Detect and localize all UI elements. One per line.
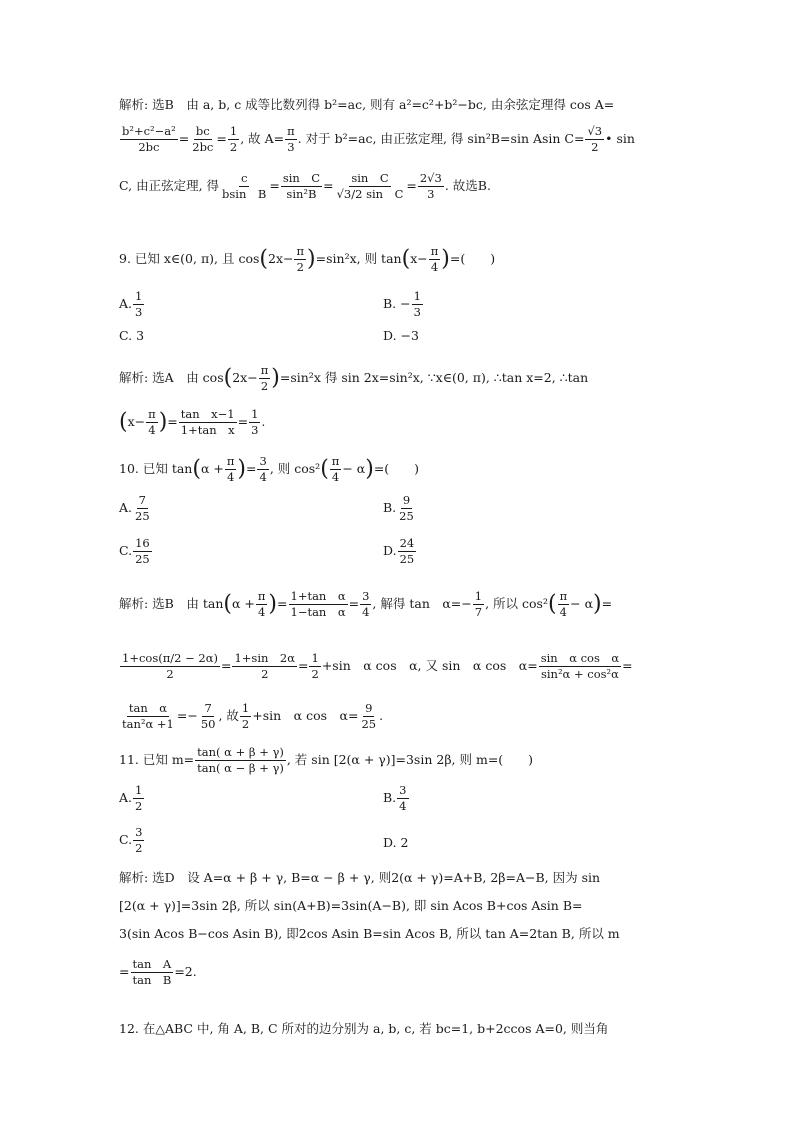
fraction: $\frac{\pi}{3}$ (287, 124, 295, 154)
sol10-line1: 解析: 选B 由 tan(α + $\frac{\pi}{4}$ )= $\frac{\text{1+tan α}}{\text{1−tan α}}$ = $\frac{3}{4}$ , 解得 tan α=− $\frac{1}{7}$ , 所以 cos²( $\frac{\pi}{4}$ − α)= (119, 589, 613, 619)
fraction: $\frac{1}{2}$ (241, 701, 250, 731)
fraction: $\frac{9}{25}$ (361, 701, 377, 731)
q10-option-d[interactable]: D. $\frac{24}{25}$ (383, 536, 415, 566)
q11-option-d[interactable]: D. 2 (383, 835, 409, 850)
q9-option-c[interactable]: C. 3 (119, 328, 145, 343)
sol8-text: 解析: 选B 由 a, b, c 成等比数列得 b²=ac, 则有 a²=c²+b²−bc, 由余弦定理得 cos A= (119, 97, 615, 112)
fraction: $\frac{\text{sin C}}{\text{√3/2 sin C}}$ (336, 171, 404, 201)
sol10-line3: $\frac{\text{tan α}}{\text{tan²α +1}}$ =− $\frac{7}{50}$ , 故 $\frac{1}{2}$ +sin α cos α= $\frac{9}{25}$ . (122, 701, 384, 731)
fraction: $\frac{1}{2}$ (311, 651, 319, 681)
q10-option-c[interactable]: C. $\frac{16}{25}$ (119, 536, 150, 566)
sol11-line1: 解析: 选D 设 A=α + β + γ, B=α − β + γ, 则2(α + γ)=A+B, 2β=A−B, 因为 sin (119, 870, 601, 885)
question-12: 12. 在△ABC 中, 角 A, B, C 所对的边分别为 a, b, c, 若 bc=1, b+2ccos A=0, 则当角 (119, 1021, 609, 1036)
q9-option-a[interactable]: A. $\frac{1}{3}$ (119, 289, 143, 319)
sol11-line4: = $\frac{\text{tan A}}{\text{tan B}}$ =2. (119, 957, 197, 987)
fraction: $\frac{7}{50}$ (200, 701, 216, 731)
fraction: $\frac{1}{7}$ (474, 589, 483, 619)
fraction: $\frac{\pi}{2}$ (296, 244, 305, 274)
sol8-line1 (119, 96, 679, 114)
question-10: 10. 已知 tan(α + $\frac{\pi}{4}$ )= $\frac{3}{4}$ , 则 cos²( $\frac{\pi}{4}$ − α)=( ) (119, 454, 420, 484)
fraction: $\frac{\pi}{4}$ (257, 589, 266, 619)
question-11: 11. 已知 m= $\frac{\tan( \alpha + \beta + \gamma)}{\tan( \alpha - \beta + \gamma)}$ , 若 sin [2(α + γ)]=3sin 2β, 则 m=( ) (119, 745, 534, 775)
fraction: $\frac{1}{3}$ (251, 407, 259, 437)
sol9-line1: 解析: 选A 由 cos(2x− $\frac{\pi}{2}$ )=sin²x 得 sin 2x=sin²x, ∵x∈(0, π), ∴tan x=2, ∴tan (119, 363, 589, 393)
fraction: $\frac{1+\sin 2\alpha}{2}$ (234, 651, 295, 681)
sol9-line2: (x− $\frac{\pi}{4}$ )= $\frac{\text{tan x−1}}{\text{1+tan x}}$ = $\frac{1}{3}$ . (119, 407, 266, 437)
q9-option-d[interactable]: D. −3 (383, 328, 419, 343)
q11-option-c[interactable]: C. $\frac{3}{2}$ (119, 825, 143, 855)
fraction: $\frac{\pi}{4}$ (331, 454, 340, 484)
q10-option-a[interactable]: A. $\frac{7}{25}$ (119, 493, 150, 523)
fraction: $\frac{\text{1+tan α}}{\text{1−tan α}}$ (290, 589, 346, 619)
fraction: $\frac{2√3}{3}$ (419, 171, 442, 201)
sol8-line3: C, 由正弦定理, 得 $\frac{c}{\text{bsin B}}$ = $\frac{\text{sin C}}{\text{sin²B}}$ = $\frac{\text{sin C}}{\text{√3/2 sin C}}$ = $\frac{2√3}{3}$ . 故选B. (119, 171, 491, 201)
fraction: $\frac{\text{sin α cos α}}{\text{sin²α + cos²α}}$ (540, 651, 620, 681)
fraction: $\frac{\pi}{4}$ (226, 454, 235, 484)
fraction: $\frac{bc}{2bc}$ (192, 124, 214, 154)
q11-option-b[interactable]: B. $\frac{3}{4}$ (383, 783, 407, 813)
sol8-line2: $\frac{\text{b²+c²−a²}}{2bc}$ = $\frac{bc}{2bc}$ = $\frac{1}{2}$ , 故 A= $\frac{\pi}{3}$ . 对于 b²=ac, 由正弦定理, 得 sin²B=sin Asin C= $\frac{√3}{2}$ • sin (122, 124, 635, 154)
fraction: $\frac{\pi}{2}$ (260, 363, 269, 393)
sol11-line3: 3(sin Acos B−cos Asin B), 即2cos Asin B=sin Acos B, 所以 tan A=2tan B, 所以 m (119, 926, 620, 941)
q11-option-a[interactable]: A. $\frac{1}{2}$ (119, 783, 143, 813)
fraction: $\frac{\tan( \alpha + \beta + \gamma)}{\tan( \alpha - \beta + \gamma)}$ (197, 745, 284, 775)
sol11-line2: [2(α + γ)]=3sin 2β, 所以 sin(A+B)=3sin(A−B), 即 sin Acos B+cos Asin B= (119, 898, 583, 913)
fraction: $\frac{\pi}{4}$ (559, 589, 568, 619)
fraction: $\frac{1+\cos(\pi/2 - 2\alpha)}{2}$ (122, 651, 218, 681)
fraction: $\frac{\text{tan A}}{\text{tan B}}$ (132, 957, 172, 987)
fraction: $\frac{\text{tan α}}{\text{tan²α +1}}$ (122, 701, 174, 731)
q10-option-b[interactable]: B. $\frac{9}{25}$ (383, 493, 414, 523)
fraction: $\frac{√3}{2}$ (587, 124, 603, 154)
question-9: 9. 已知 x∈(0, π), 且 cos(2x− $\frac{\pi}{2}$ )=sin²x, 则 tan(x− $\frac{\pi}{4}$ )=( ) (119, 244, 496, 274)
fraction: $\frac{\pi}{4}$ (148, 407, 156, 437)
sol10-line2: $\frac{1+\cos(\pi/2 - 2\alpha)}{2}$ = $\frac{1+\sin 2\alpha}{2}$ = $\frac{1}{2}$ +sin α cos α, 又 sin α cos α= $\frac{\text{sin α cos α}}{\text{sin²α + cos²α}}$ = (122, 651, 633, 681)
fraction: $\frac{\text{sin C}}{\text{sin²B}}$ (282, 171, 321, 201)
fraction: $\frac{\text{b²+c²−a²}}{2bc}$ (122, 124, 176, 154)
fraction: $\frac{c}{\text{bsin B}}$ (222, 171, 267, 201)
fraction: $\frac{1}{2}$ (229, 124, 238, 154)
fraction: $\frac{3}{4}$ (362, 589, 370, 619)
fraction: $\frac{3}{4}$ (259, 454, 267, 484)
fraction: $\frac{\text{tan x−1}}{\text{1+tan x}}$ (180, 407, 235, 437)
q9-option-b[interactable]: B. − $\frac{1}{3}$ (383, 289, 421, 319)
fraction: $\frac{\pi}{4}$ (430, 244, 439, 274)
